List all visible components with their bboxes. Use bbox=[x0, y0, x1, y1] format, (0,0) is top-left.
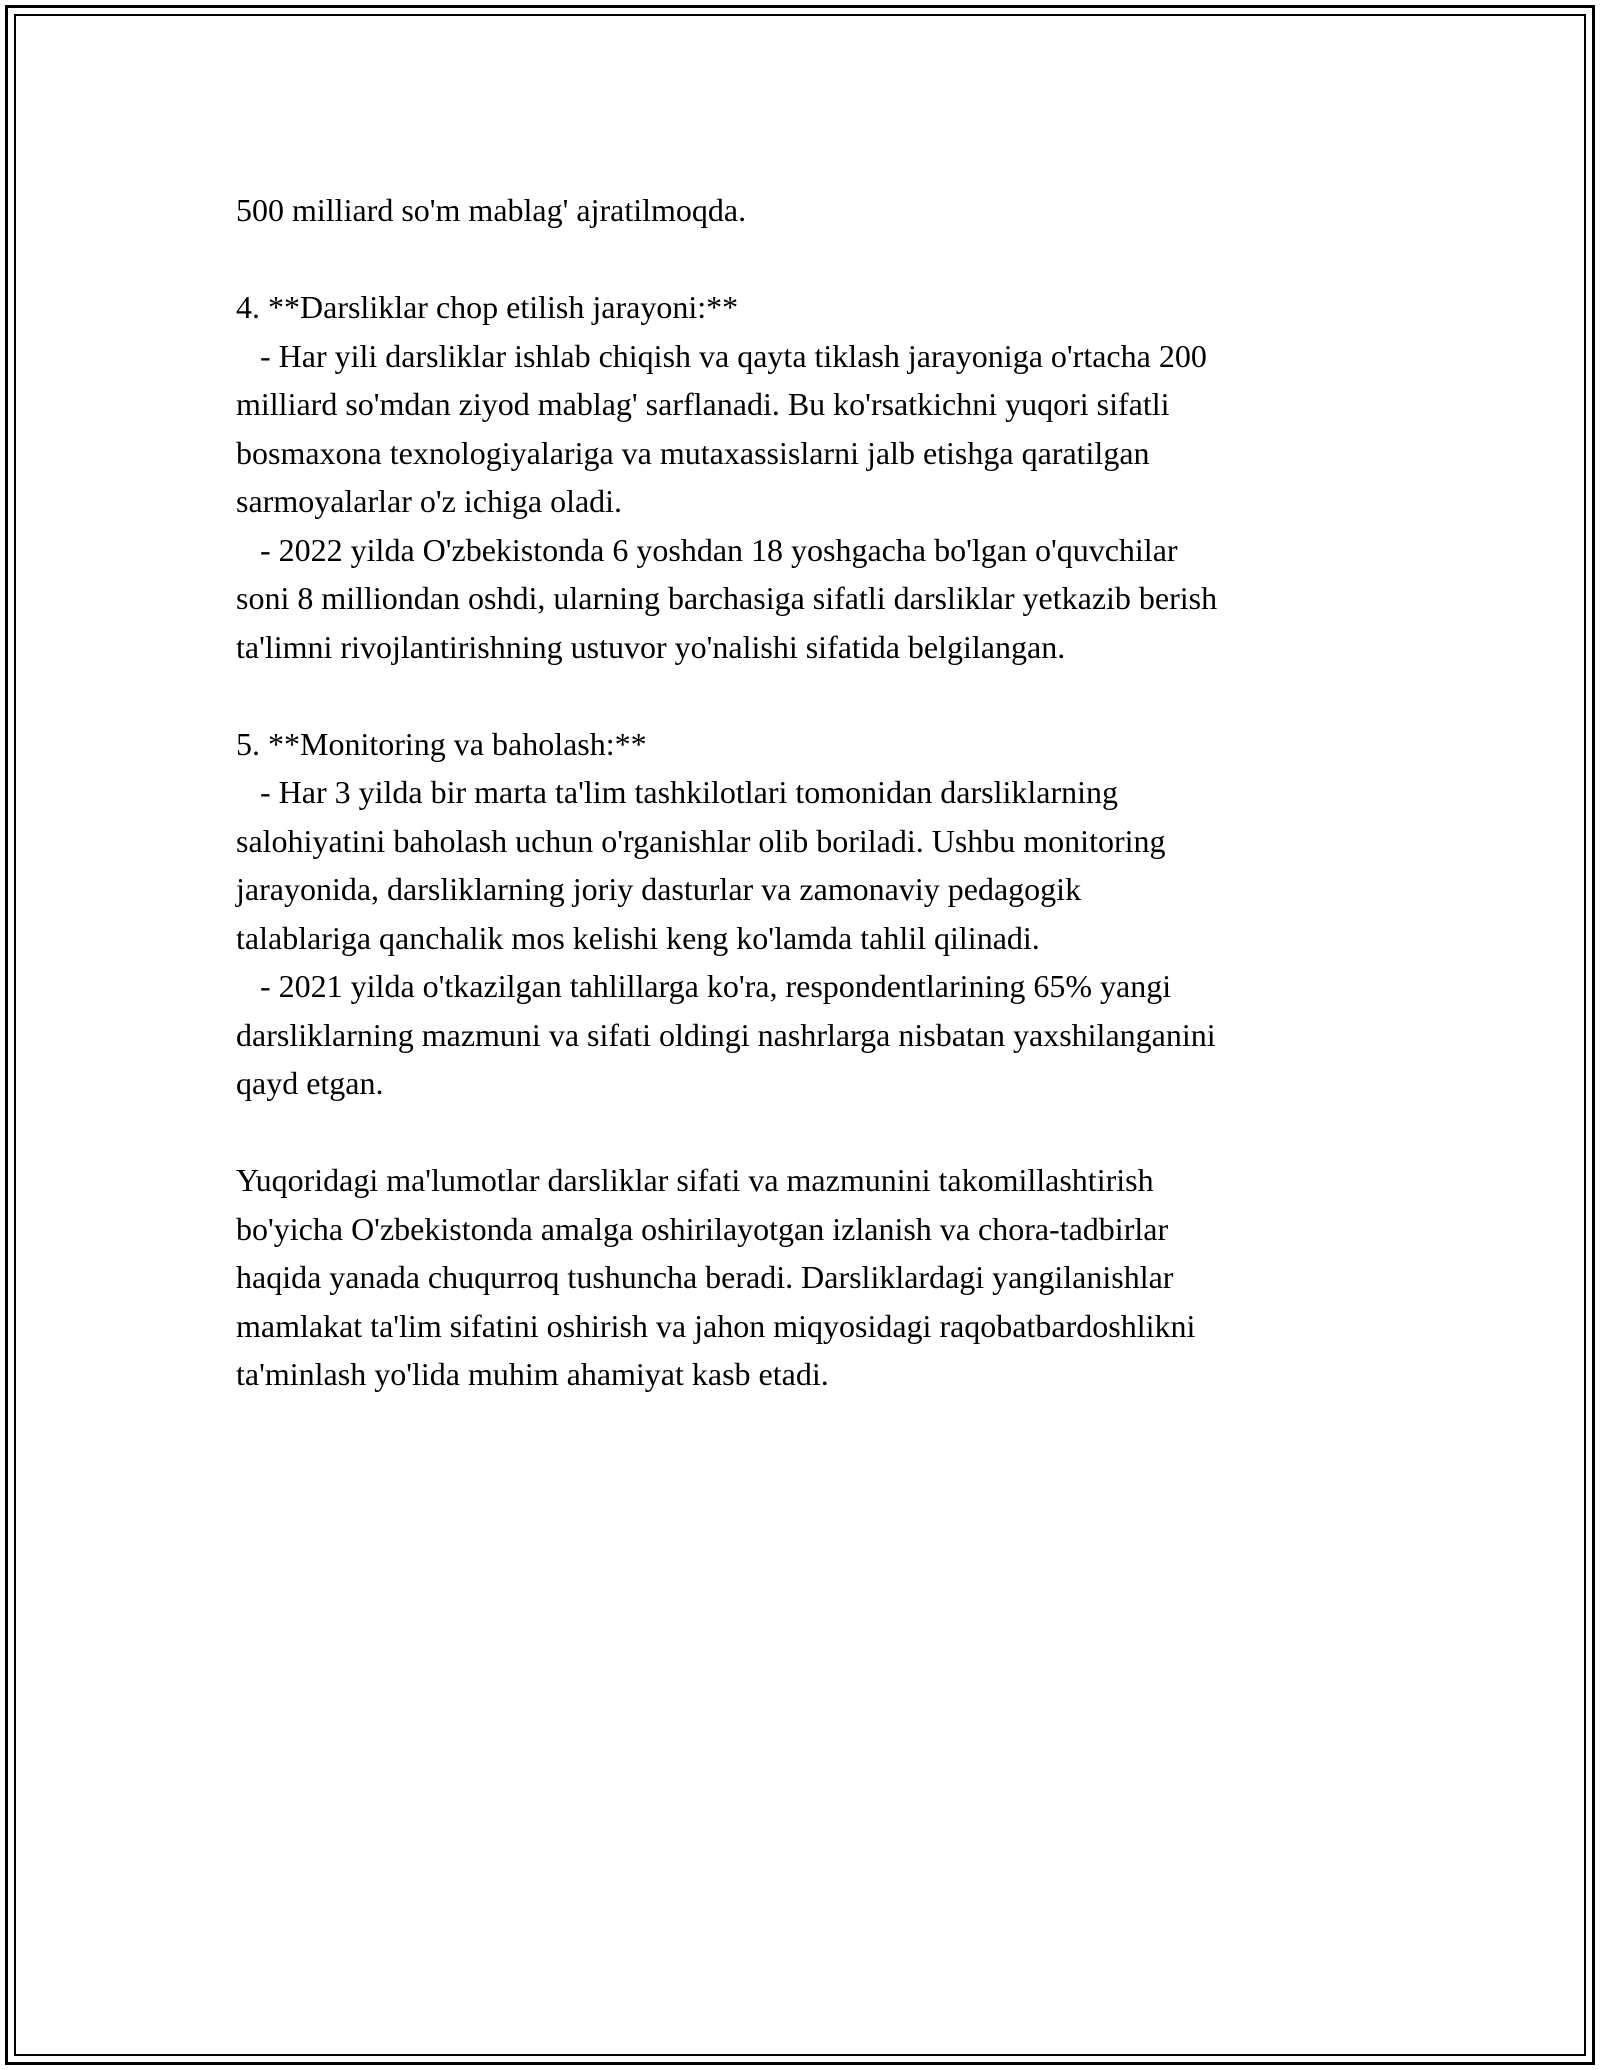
section-4-line: sarmoyalarlar o'z ichiga oladi. bbox=[236, 483, 623, 519]
conclusion-paragraph bbox=[236, 1156, 1386, 1399]
document-body bbox=[236, 186, 1386, 1399]
intro-line: 500 milliard so'm mablag' ajratilmoqda. bbox=[236, 192, 747, 228]
section-5-line: jarayonida, darsliklarning joriy dasturlar va zamonaviy pedagogik bbox=[236, 871, 1082, 907]
section-5-line: salohiyatini baholash uchun o'rganishlar olib boriladi. Ushbu monitoring bbox=[236, 822, 1166, 859]
section-4-line: bosmaxona texnologiyalariga va mutaxassislarni jalb etishga qaratilgan bbox=[236, 434, 1150, 471]
conclusion-line: mamlakat ta'lim sifatini oshirish va jahon miqyosidagi raqobatbardoshlikni bbox=[236, 1307, 1196, 1344]
conclusion-line: Yuqoridagi ma'lumotlar darsliklar sifati va mazmunini takomillashtirish bbox=[236, 1162, 1154, 1198]
section-4-line: ta'limni rivojlantirishning ustuvor yo'nalishi sifatida belgilangan. bbox=[236, 628, 1066, 665]
conclusion-line: haqida yanada chuqurroq tushuncha beradi. Darsliklardagi yangilanishlar bbox=[236, 1259, 1174, 1295]
paragraph-gap bbox=[236, 671, 1386, 720]
section-5-line: darsliklarning mazmuni va sifati oldingi nashrlarga nisbatan yaxshilanganini bbox=[236, 1016, 1216, 1053]
section-5-line: - 2021 yilda o'tkazilgan tahlillarga ko'ra, respondentlarining 65% yangi bbox=[236, 968, 1172, 1004]
section-4-line: soni 8 milliondan oshdi, ularning barchasiga sifatli darsliklar yetkazib berish bbox=[236, 580, 1218, 616]
section-4-line: - 2022 yilda O'zbekistonda 6 yoshdan 18 yoshgacha bo'lgan o'quvchilar bbox=[236, 531, 1178, 568]
section-4-line: - Har yili darsliklar ishlab chiqish va qayta tiklash jarayoniga o'rtacha 200 bbox=[236, 337, 1207, 374]
section-4-line: milliard so'mdan ziyod mablag' sarflanadi. Bu ko'rsatkichni yuqori sifatli bbox=[236, 386, 1170, 422]
section-4-heading: 4. **Darsliklar chop etilish jarayoni:** bbox=[236, 289, 739, 325]
section-5-heading: 5. **Monitoring va baholash:** bbox=[236, 725, 647, 762]
conclusion-line: bo'yicha O'zbekistonda amalga oshirilayotgan izlanish va chora-tadbirlar bbox=[236, 1210, 1169, 1247]
conclusion-line: ta'minlash yo'lida muhim ahamiyat kasb etadi. bbox=[236, 1356, 829, 1392]
paragraph-gap bbox=[236, 235, 1386, 284]
paragraph-gap bbox=[236, 1108, 1386, 1157]
section-5-line: qayd etgan. bbox=[236, 1065, 384, 1101]
section-4 bbox=[236, 283, 1386, 671]
section-5-line: talablariga qanchalik mos kelishi keng ko'lamda tahlil qilinadi. bbox=[236, 919, 1040, 956]
section-5 bbox=[236, 720, 1386, 1108]
section-5-line: - Har 3 yilda bir marta ta'lim tashkilotlari tomonidan darsliklarning bbox=[236, 774, 1118, 810]
